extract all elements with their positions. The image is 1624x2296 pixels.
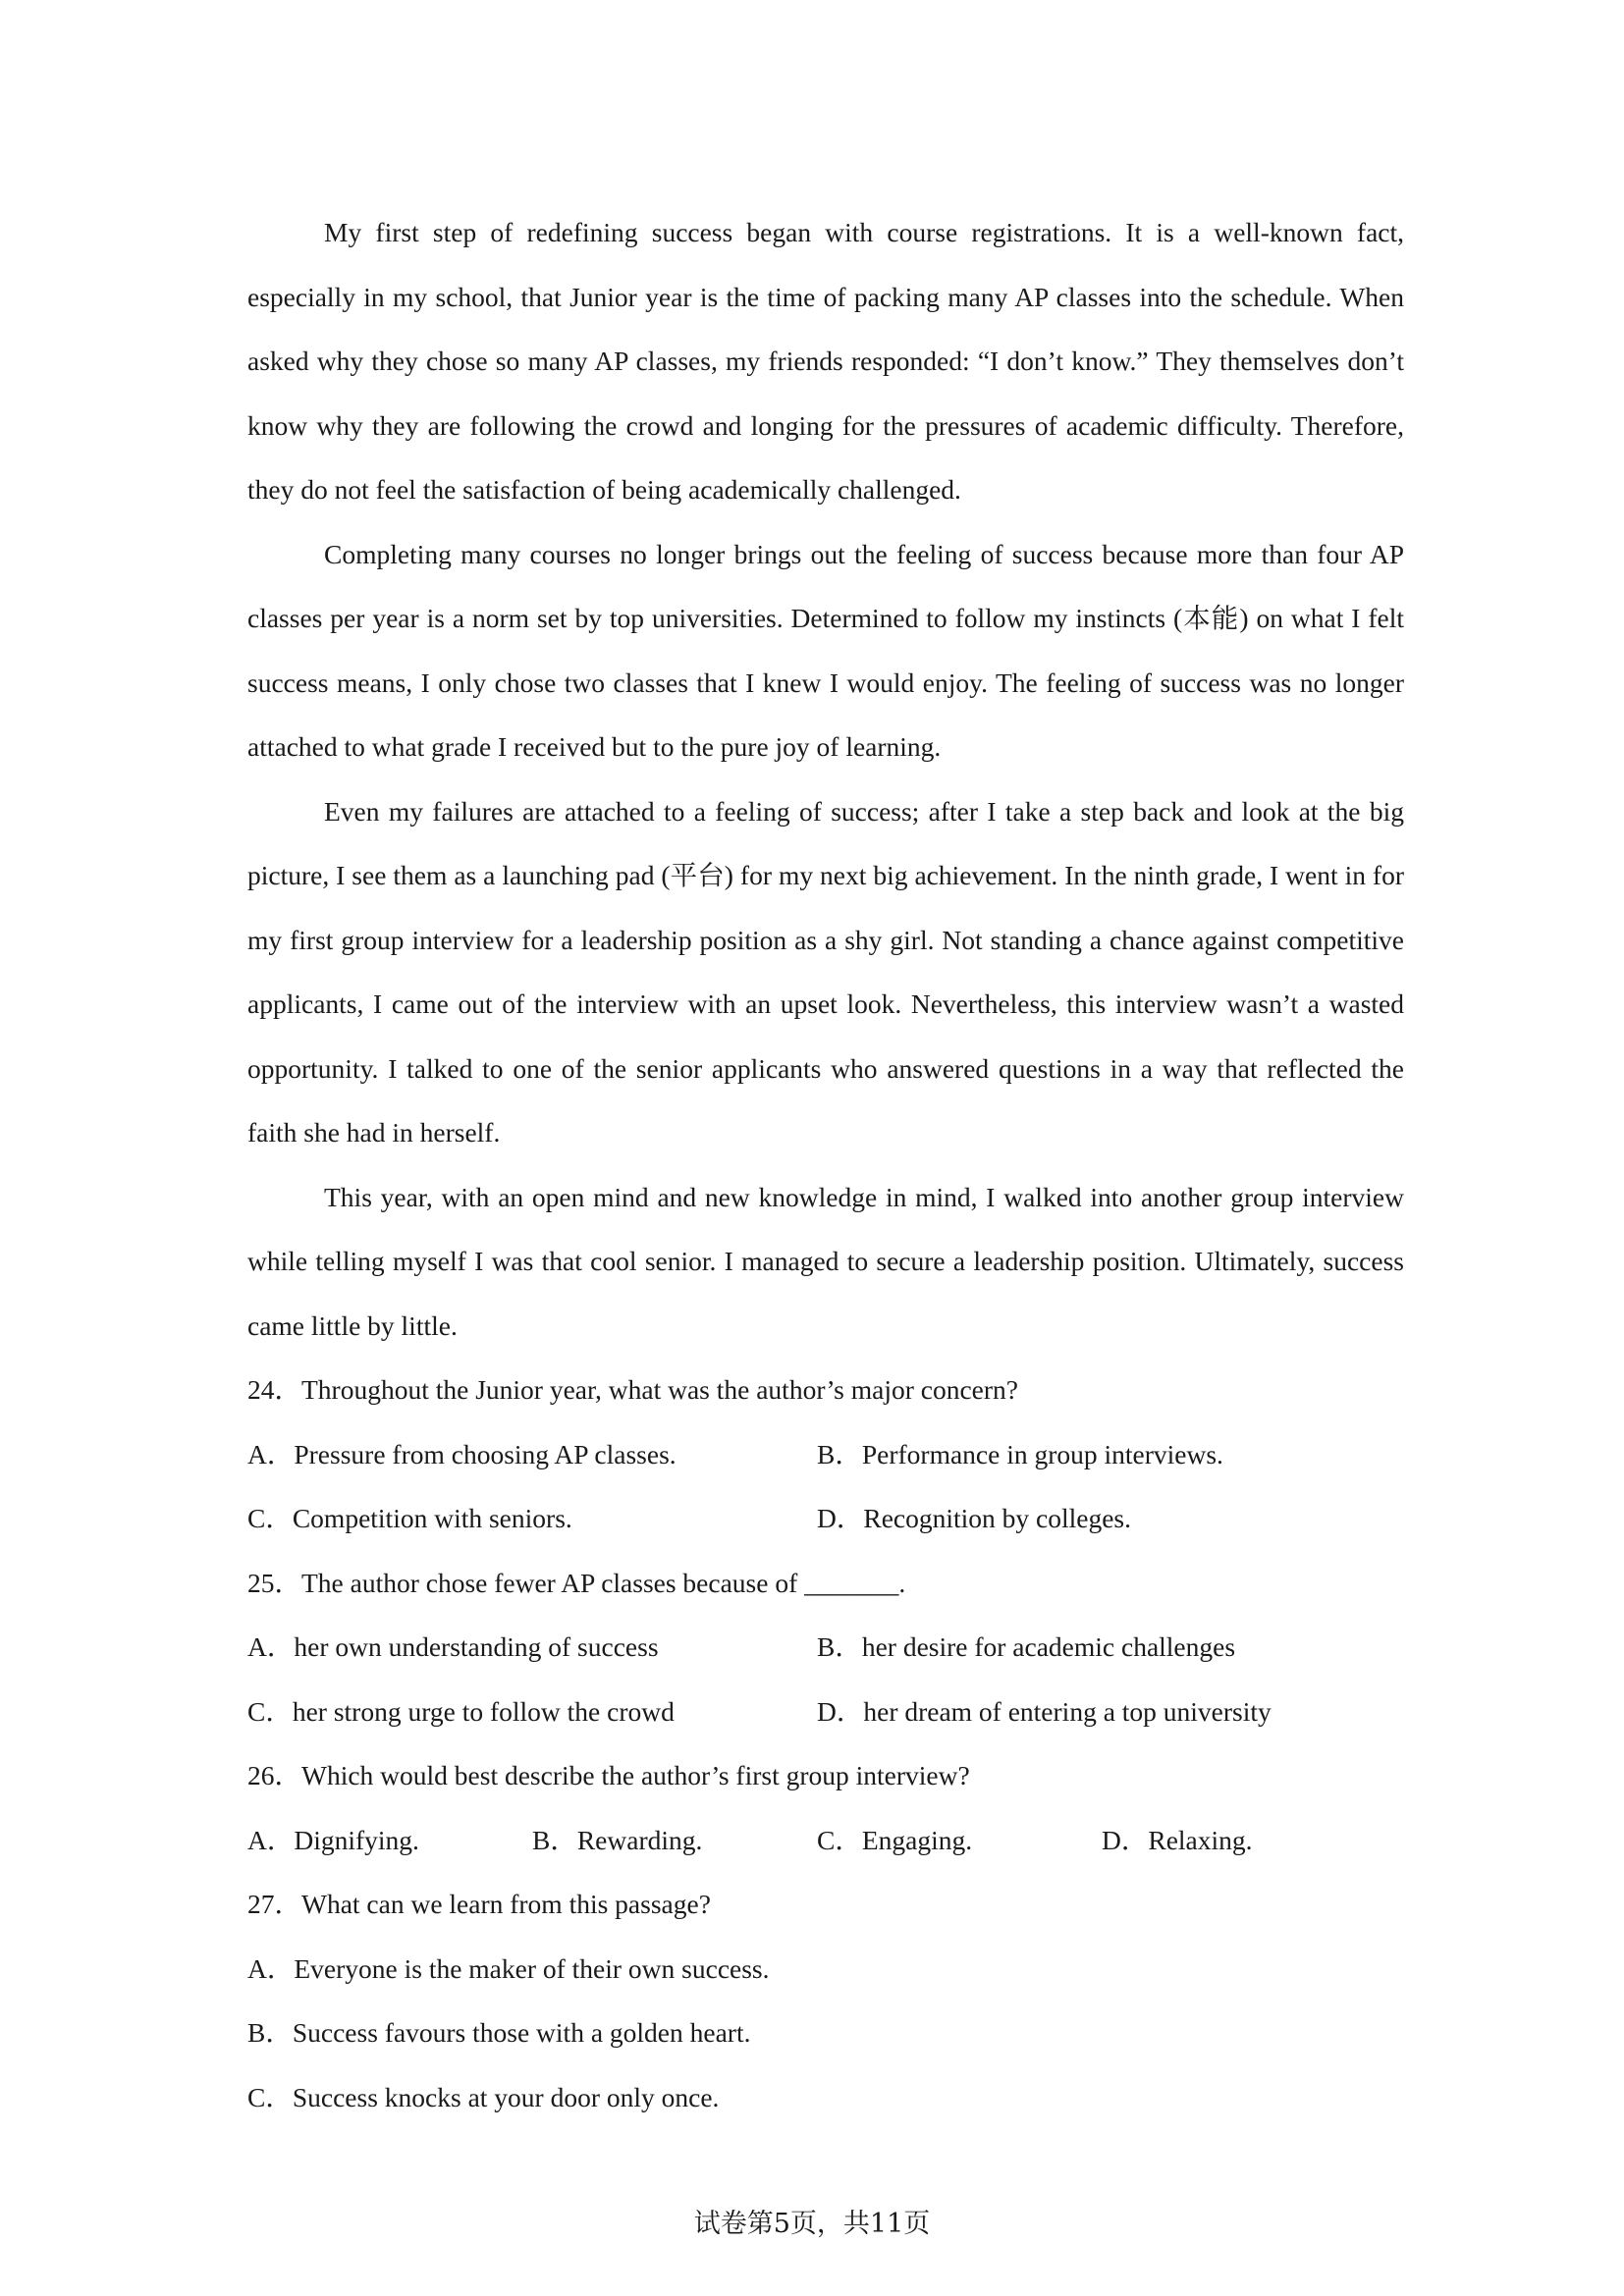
option-a[interactable]: A．Everyone is the maker of their own success.	[247, 1952, 770, 1984]
question-25	[247, 1551, 1404, 1744]
option-c[interactable]: C．Success knocks at your door only once.	[247, 2081, 720, 2112]
question-26	[247, 1743, 1404, 1872]
option-c[interactable]: C．her strong urge to follow the crowd	[247, 1695, 675, 1727]
option-d[interactable]: D．Recognition by colleges.	[817, 1503, 1132, 1533]
option-c[interactable]: C．Competition with seniors.	[247, 1503, 572, 1533]
exam-page-content	[247, 200, 1404, 2129]
option-row	[247, 1808, 1404, 1873]
question-stem: 27．What can we learn from this passage?	[247, 1889, 711, 1919]
option-b[interactable]: B．Performance in group interviews.	[817, 1438, 1223, 1469]
page-footer: 试卷第5页，共11页	[693, 2209, 931, 2239]
option-c[interactable]: C．Engaging.	[817, 1824, 973, 1855]
passage-paragraph-3: Even my failures are attached to a feeling of success; after I take a step back and look at the big picture, I see them as a launching pad (平台) for my next big achievement. In the ninth grade, I went in for my first group interview for a leadership position as a shy girl. Not standing a chance against competitive applicants, I came out of the interview with an upset look. Nevertheless, this interview wasn’t a wasted opportunity. I talked to one of the senior applicants who answered questions in a way that reflected the faith she had in herself.	[247, 795, 1404, 1148]
passage-paragraph-2: Completing many courses no longer brings out the feeling of success because more than four AP classes per year is a norm set by top universities. Determined to follow my instincts (本能) on what I felt success means, I only chose two classes that I knew I would enjoy. The feeling of success was no longer attached to what grade I received but to the pure joy of learning.	[247, 538, 1404, 762]
question-stem: 25．The author chose fewer AP classes because of _______.	[247, 1567, 906, 1598]
option-row	[247, 1486, 1404, 1551]
option-b[interactable]: B．Rewarding.	[532, 1824, 703, 1855]
option-d[interactable]: D．Relaxing.	[1102, 1824, 1253, 1855]
option-a[interactable]: A．Dignifying.	[247, 1824, 419, 1855]
option-a[interactable]: A．Pressure from choosing AP classes.	[247, 1438, 677, 1469]
passage-paragraph-4: This year, with an open mind and new knowledge in mind, I walked into another group interview while telling myself I was that cool senior. I managed to secure a leadership position. Ultimately, success came little by little.	[247, 1181, 1404, 1341]
question-27	[247, 1872, 1404, 2129]
question-24	[247, 1358, 1404, 1551]
option-b[interactable]: B．her desire for academic challenges	[817, 1631, 1236, 1662]
option-a[interactable]: A．her own understanding of success	[247, 1631, 659, 1662]
passage-paragraph-1: My first step of redefining success began with course registrations. It is a well-known fact, especially in my school, that Junior year is the time of packing many AP classes into the schedule. When asked why they chose so many AP classes, my friends responded: “I don’t know.” They themselves don’t know why they are following the crowd and longing for the pressures of academic difficulty. Therefore, they do not feel the satisfaction of being academically challenged.	[247, 217, 1404, 505]
option-d[interactable]: D．her dream of entering a top university	[817, 1695, 1272, 1727]
question-stem: 24．Throughout the Junior year, what was the author’s major concern?	[247, 1374, 1018, 1405]
option-row	[247, 1680, 1404, 1744]
option-b[interactable]: B．Success favours those with a golden heart.	[247, 2017, 751, 2048]
question-stem: 26．Which would best describe the author’s first group interview?	[247, 1760, 970, 1790]
option-row	[247, 1615, 1404, 1680]
option-row	[247, 1422, 1404, 1487]
